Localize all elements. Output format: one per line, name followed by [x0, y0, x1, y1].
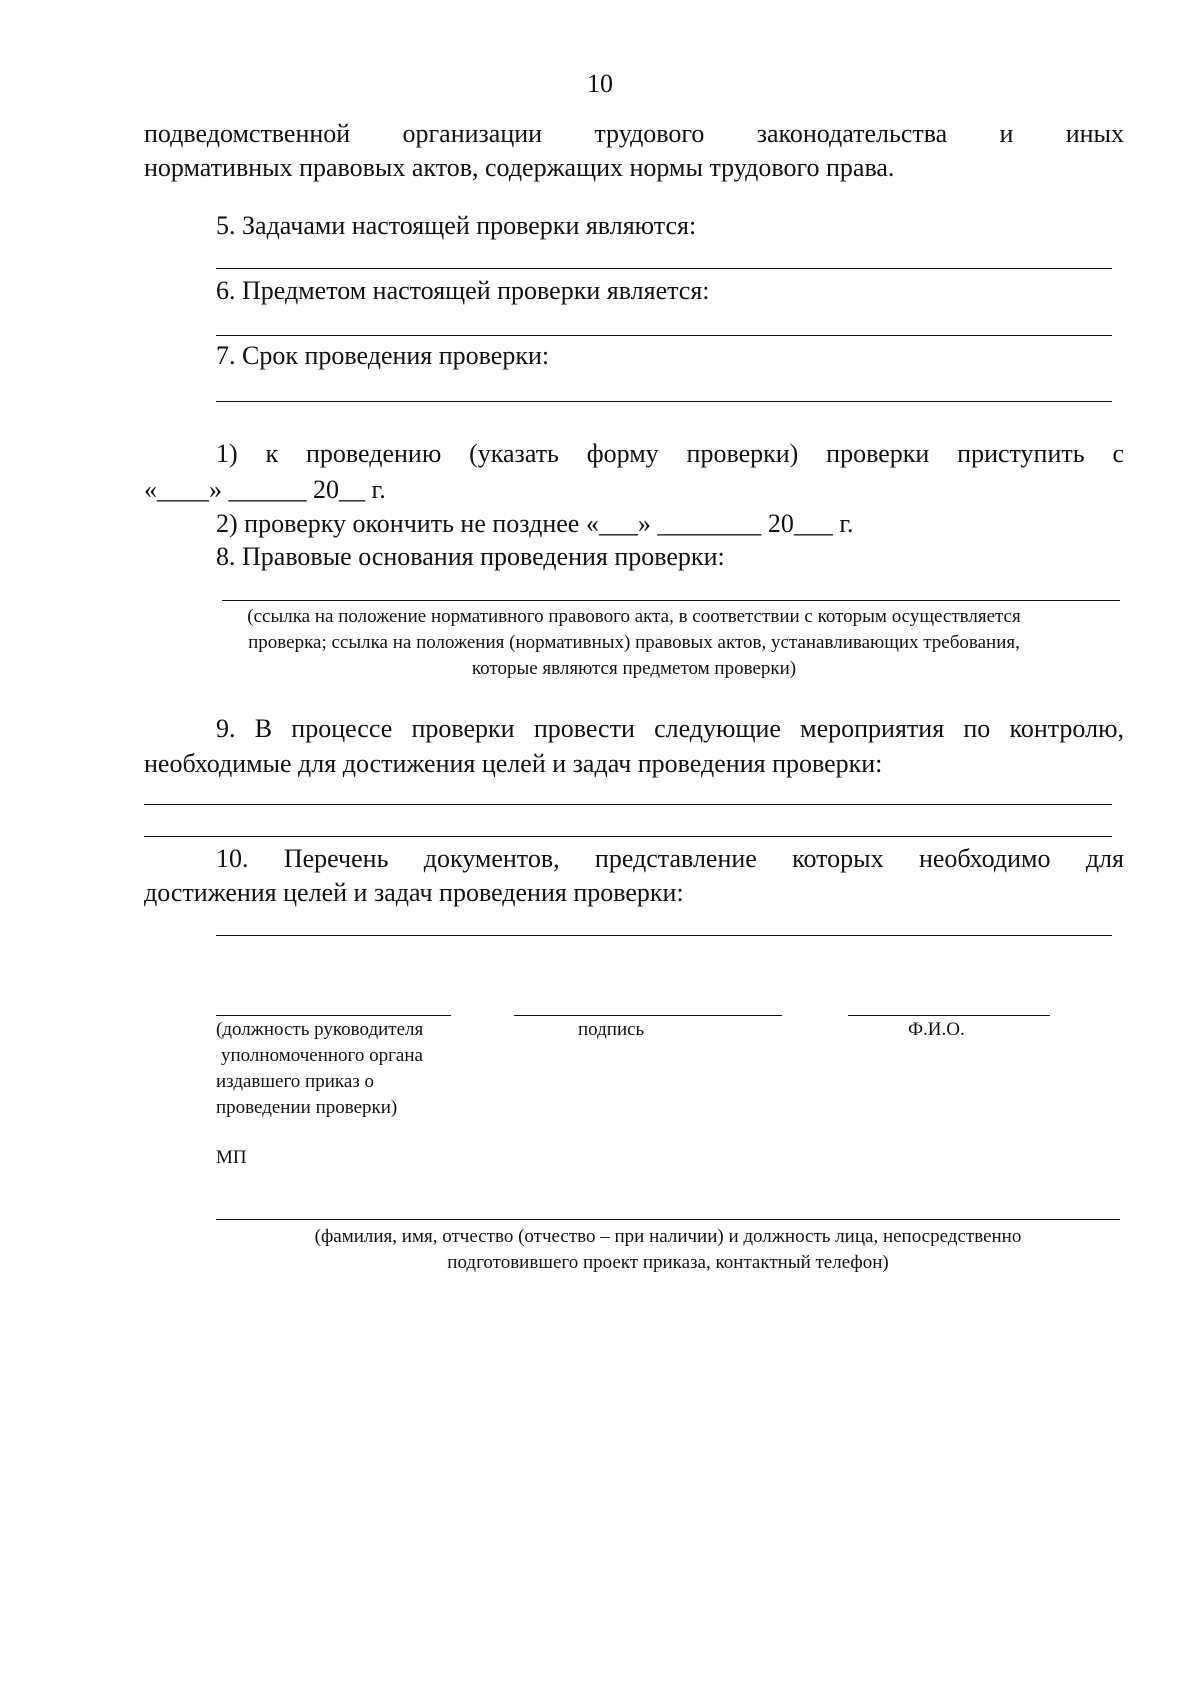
item-10-line-1: 10. Перечень документов, представление которых необходимо для	[216, 844, 1124, 873]
preparer-blank-line[interactable]	[216, 1219, 1120, 1220]
item-9-blank-line-1[interactable]	[144, 804, 1112, 805]
name-label: Ф.И.О.	[908, 1019, 965, 1040]
preparer-note-line-1: (фамилия, имя, отчество (отчество – при наличии) и должность лица, непосредственно	[314, 1226, 1022, 1247]
item-7-1-line-2: «____» ______ 20__ г.	[144, 475, 386, 504]
item-9-line-2: необходимые для достижения целей и задач проведения проверки:	[144, 749, 883, 778]
item-5-label: 5. Задачами настоящей проверки являются:	[216, 211, 697, 240]
page-number: 10	[587, 69, 613, 98]
item-8-note-line-1: (ссылка на положение нормативного правового акта, в соответствии с которым осуществляется	[247, 606, 1021, 627]
preparer-note-line-2: подготовившего проект приказа, контактный телефон)	[447, 1252, 889, 1273]
name-signature-line[interactable]	[848, 1015, 1050, 1016]
item-8-note-line-2: проверка; ссылка на положения (нормативных) правовых актов, устанавливающих требования,	[248, 632, 1020, 653]
item-7-2: 2) проверку окончить не позднее «___» ________ 20___ г.	[216, 509, 854, 538]
item-8-note-line-3: которые являются предметом проверки)	[471, 658, 797, 679]
intro-line-1: подведомственной организации трудового законодательства и иных	[144, 119, 1124, 148]
item-7-1-line-1: 1) к проведению (указать форму проверки) проверки приступить с	[216, 439, 1124, 468]
item-8-blank-line[interactable]	[222, 600, 1120, 601]
sign-signature-line[interactable]	[514, 1015, 782, 1016]
position-label-line-3: издавшего приказ о	[216, 1071, 375, 1092]
item-9-blank-line-2[interactable]	[144, 836, 1112, 837]
position-label-line-2: уполномоченного органа	[221, 1045, 423, 1066]
position-label-line-4: проведении проверки)	[216, 1097, 398, 1118]
item-6-blank-line[interactable]	[216, 335, 1112, 336]
item-8-label: 8. Правовые основания проведения проверки:	[216, 542, 725, 571]
item-7-blank-line[interactable]	[216, 401, 1112, 402]
intro-line-2: нормативных правовых актов, содержащих нормы трудового права.	[144, 153, 895, 182]
item-10-line-2: достижения целей и задач проведения проверки:	[144, 878, 684, 907]
item-5-blank-line[interactable]	[216, 268, 1112, 269]
item-9-line-1: 9. В процессе проверки провести следующие мероприятия по контролю,	[216, 714, 1124, 743]
item-10-blank-line[interactable]	[216, 935, 1112, 936]
item-6-label: 6. Предметом настоящей проверки является:	[216, 276, 710, 305]
item-7-label: 7. Срок проведения проверки:	[216, 341, 550, 370]
stamp-label: МП	[216, 1147, 247, 1168]
position-signature-line[interactable]	[216, 1015, 451, 1016]
sign-label: подпись	[578, 1019, 645, 1040]
position-label-line-1: (должность руководителя	[216, 1019, 424, 1040]
